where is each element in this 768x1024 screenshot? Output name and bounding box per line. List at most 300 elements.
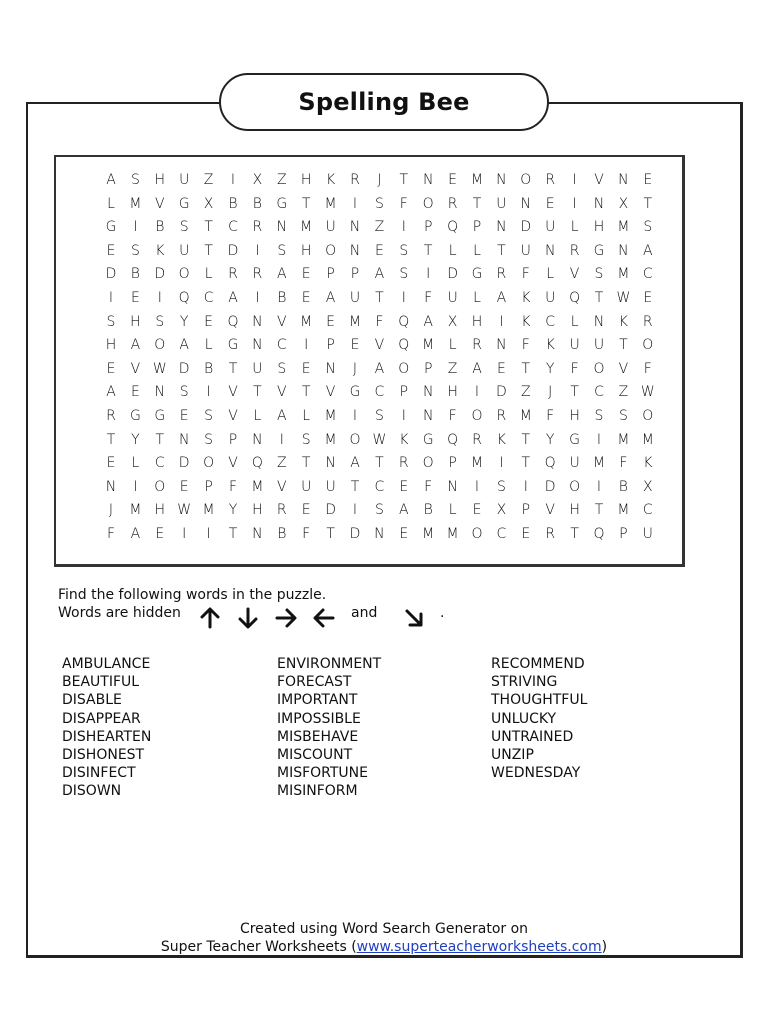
grid-letter: C bbox=[374, 384, 385, 401]
grid-letter: I bbox=[352, 502, 358, 519]
grid-letter: U bbox=[179, 172, 190, 188]
grid-letter: J bbox=[548, 384, 553, 401]
grid-letter: I bbox=[474, 384, 480, 401]
grid-letter: A bbox=[106, 384, 116, 401]
list-item: DISHONEST bbox=[62, 747, 145, 764]
grid-letter: B bbox=[228, 195, 238, 212]
grid-letter: P bbox=[619, 526, 628, 542]
grid-letter: G bbox=[178, 195, 190, 212]
grid-letter: R bbox=[569, 242, 580, 259]
grid-letter: F bbox=[375, 313, 384, 330]
grid-letter: D bbox=[447, 266, 458, 283]
grid-letter: D bbox=[105, 266, 117, 283]
grid-letter: U bbox=[545, 290, 556, 306]
grid-letter: E bbox=[130, 290, 140, 306]
grid-letter: A bbox=[325, 290, 336, 306]
grid-letter: G bbox=[129, 408, 141, 424]
grid-letter: K bbox=[643, 455, 653, 472]
grid-letter: M bbox=[324, 195, 337, 212]
grid-letter: O bbox=[471, 526, 483, 542]
grid-letter: N bbox=[422, 408, 434, 424]
grid-letter: S bbox=[594, 408, 604, 424]
grid-letter: U bbox=[520, 242, 531, 259]
grid-letter: O bbox=[569, 478, 581, 495]
grid-letter: X bbox=[203, 195, 214, 212]
grid-letter: G bbox=[349, 384, 361, 401]
grid-letter: O bbox=[471, 408, 483, 424]
grid-letter: B bbox=[618, 478, 628, 495]
grid-letter: E bbox=[155, 526, 165, 542]
grid-letter: Z bbox=[203, 172, 214, 188]
grid-letter: X bbox=[496, 502, 507, 519]
grid-letter: S bbox=[301, 431, 311, 448]
grid-letter: V bbox=[569, 266, 580, 283]
grid-letter: R bbox=[252, 219, 263, 236]
grid-letter: O bbox=[349, 431, 361, 448]
grid-row bbox=[99, 404, 695, 428]
grid-letter: H bbox=[130, 313, 141, 330]
grid-letter: J bbox=[108, 502, 114, 519]
grid-letter: F bbox=[521, 337, 530, 354]
grid-letter: A bbox=[399, 502, 409, 519]
grid-letter: R bbox=[106, 408, 116, 424]
grid-letter: N bbox=[593, 313, 605, 330]
grid-letter: E bbox=[472, 502, 482, 519]
grid-letter: A bbox=[496, 290, 507, 306]
grid-letter: M bbox=[300, 219, 313, 236]
grid-letter: T bbox=[521, 455, 531, 472]
grid-letter: M bbox=[519, 408, 532, 424]
grid-letter: A bbox=[179, 337, 189, 354]
grid-letter: U bbox=[593, 337, 605, 354]
grid-row bbox=[99, 168, 695, 192]
grid-letter: E bbox=[643, 290, 653, 306]
grid-letter: M bbox=[617, 431, 630, 448]
grid-letter: X bbox=[447, 313, 458, 330]
grid-letter: E bbox=[545, 195, 555, 212]
grid-letter: N bbox=[276, 219, 288, 236]
grid-letter: F bbox=[546, 408, 555, 424]
grid-letter: N bbox=[325, 360, 336, 377]
grid-letter: F bbox=[570, 360, 579, 377]
grid-letter: K bbox=[521, 313, 531, 330]
grid-letter: U bbox=[545, 219, 556, 236]
grid-letter: T bbox=[594, 502, 604, 519]
grid-letter: D bbox=[227, 242, 239, 259]
grid-letter: H bbox=[154, 502, 166, 519]
list-item: MISFORTUNE bbox=[277, 765, 368, 782]
grid-letter: M bbox=[422, 526, 435, 542]
grid-letter: U bbox=[349, 290, 361, 306]
grid-letter: R bbox=[252, 266, 263, 283]
grid-letter: K bbox=[496, 431, 506, 448]
grid-letter: G bbox=[593, 242, 605, 259]
grid-letter: U bbox=[179, 242, 190, 259]
grid-letter: Z bbox=[521, 384, 531, 401]
grid-letter: W bbox=[152, 360, 167, 377]
page-title: Spelling Bee bbox=[298, 88, 470, 116]
footer-attribution bbox=[0, 939, 768, 955]
grid-letter: H bbox=[252, 502, 263, 519]
grid-letter: M bbox=[202, 502, 215, 519]
grid-letter: B bbox=[423, 502, 433, 519]
grid-letter: X bbox=[643, 478, 653, 495]
grid-row bbox=[99, 192, 695, 216]
list-item: IMPORTANT bbox=[277, 692, 358, 709]
grid-letter: E bbox=[326, 313, 336, 330]
grid-letter: S bbox=[399, 266, 409, 283]
word-list-column-2 bbox=[277, 655, 381, 801]
grid-letter: H bbox=[105, 337, 117, 354]
grid-letter: N bbox=[105, 478, 117, 495]
list-item: DISAPPEAR bbox=[62, 710, 141, 727]
grid-letter: N bbox=[422, 384, 434, 401]
grid-letter: N bbox=[349, 242, 361, 259]
grid-letter: Q bbox=[178, 290, 190, 306]
list-item: DISABLE bbox=[62, 692, 122, 709]
list-item: DISOWN bbox=[62, 783, 122, 800]
grid-letter: T bbox=[619, 337, 628, 354]
grid-letter: R bbox=[496, 266, 507, 283]
grid-row bbox=[99, 522, 695, 546]
grid-letter: F bbox=[302, 526, 311, 542]
grid-letter: M bbox=[617, 219, 630, 236]
word-list-column-3 bbox=[491, 655, 587, 782]
grid-letter: U bbox=[325, 478, 336, 495]
grid-letter: O bbox=[203, 455, 215, 472]
grid-letter: E bbox=[179, 408, 189, 424]
grid-letter: I bbox=[474, 478, 480, 495]
grid-letter: S bbox=[618, 408, 628, 424]
grid-letter: Q bbox=[398, 337, 410, 354]
grid-letter: V bbox=[130, 360, 141, 377]
grid-letter: I bbox=[523, 478, 528, 495]
grid-letter: C bbox=[228, 219, 238, 236]
grid-letter: O bbox=[178, 266, 190, 283]
grid-letter: L bbox=[107, 195, 115, 212]
grid-letter: E bbox=[301, 290, 311, 306]
grid-letter: S bbox=[130, 172, 140, 188]
grid-letter: S bbox=[277, 360, 287, 377]
grid-letter: Y bbox=[228, 502, 238, 519]
grid-letter: N bbox=[593, 195, 605, 212]
grid-letter: Y bbox=[545, 360, 555, 377]
grid-letter: I bbox=[133, 219, 138, 236]
grid-letter: N bbox=[544, 242, 556, 259]
grid-letter: G bbox=[471, 266, 483, 283]
grid-letter: U bbox=[447, 290, 458, 306]
list-item: MISCOUNT bbox=[277, 747, 353, 764]
grid-letter: E bbox=[350, 337, 360, 354]
grid-letter: E bbox=[106, 242, 116, 259]
grid-letter: I bbox=[572, 172, 577, 188]
grid-letter: S bbox=[204, 431, 214, 448]
grid-letter: A bbox=[643, 242, 653, 259]
grid-row bbox=[99, 286, 695, 310]
grid-letter: E bbox=[496, 360, 506, 377]
grid-letter: I bbox=[499, 455, 504, 472]
grid-letter: N bbox=[447, 478, 458, 495]
grid-letter: L bbox=[448, 502, 457, 519]
grid-letter: A bbox=[277, 408, 287, 424]
grid-letter: F bbox=[399, 195, 408, 212]
grid-letter: D bbox=[544, 478, 556, 495]
grid-letter: T bbox=[472, 195, 482, 212]
grid-letter: K bbox=[326, 172, 336, 188]
grid-letter: F bbox=[619, 455, 628, 472]
superteacher-link[interactable]: www.superteacherworksheets.com bbox=[356, 939, 602, 955]
grid-letter: S bbox=[179, 384, 189, 401]
grid-letter: Q bbox=[544, 455, 556, 472]
grid-letter: D bbox=[178, 360, 190, 377]
grid-letter: B bbox=[252, 195, 262, 212]
grid-letter: V bbox=[155, 195, 165, 212]
list-item: FORECAST bbox=[277, 674, 352, 691]
grid-letter: A bbox=[472, 360, 482, 377]
footer-suffix: ) bbox=[601, 939, 608, 955]
list-item: UNTRAINED bbox=[491, 728, 574, 745]
grid-letter: A bbox=[423, 313, 433, 330]
grid-letter: Z bbox=[277, 455, 287, 472]
grid-letter: D bbox=[154, 266, 166, 283]
grid-letter: Y bbox=[179, 313, 189, 330]
grid-letter: D bbox=[496, 384, 507, 401]
grid-letter: N bbox=[349, 219, 361, 236]
grid-row bbox=[99, 215, 695, 239]
grid-letter: R bbox=[276, 502, 287, 519]
grid-letter: B bbox=[155, 219, 165, 236]
grid-letter: N bbox=[496, 172, 507, 188]
grid-letter: P bbox=[521, 502, 531, 519]
title-banner bbox=[219, 73, 549, 131]
grid-letter: P bbox=[472, 219, 482, 236]
grid-letter: A bbox=[106, 172, 116, 188]
grid-letter: R bbox=[472, 337, 482, 354]
grid-letter: N bbox=[325, 455, 336, 472]
grid-letter: L bbox=[448, 337, 457, 354]
grid-letter: A bbox=[130, 526, 141, 542]
grid-letter: J bbox=[377, 172, 382, 188]
grid-letter: U bbox=[569, 337, 580, 354]
grid-letter: F bbox=[228, 478, 238, 495]
grid-letter: I bbox=[426, 266, 431, 283]
grid-row bbox=[99, 310, 695, 334]
grid-letter: T bbox=[228, 526, 238, 542]
up-arrow-icon bbox=[198, 606, 222, 630]
grid-letter: T bbox=[521, 360, 531, 377]
grid-letter: P bbox=[423, 360, 433, 377]
grid-letter: L bbox=[131, 455, 140, 472]
grid-letter: I bbox=[279, 431, 284, 448]
footer-prefix: Super Teacher Worksheets ( bbox=[160, 939, 357, 955]
grid-letter: I bbox=[352, 195, 358, 212]
grid-letter: Z bbox=[374, 219, 385, 236]
grid-letter: Y bbox=[131, 431, 140, 448]
grid-letter: M bbox=[470, 172, 484, 188]
list-item: MISINFORM bbox=[277, 783, 358, 800]
grid-letter: I bbox=[157, 290, 162, 306]
grid-letter: M bbox=[592, 455, 606, 472]
grid-letter: O bbox=[154, 337, 166, 354]
grid-letter: T bbox=[204, 242, 213, 259]
grid-letter: S bbox=[179, 219, 189, 236]
grid-letter: T bbox=[570, 384, 579, 401]
grid-letter: G bbox=[154, 408, 166, 424]
grid-letter: S bbox=[594, 266, 604, 283]
right-arrow-icon bbox=[274, 606, 298, 630]
grid-letter: S bbox=[374, 195, 384, 212]
grid-letter: H bbox=[154, 172, 166, 188]
grid-row bbox=[99, 475, 695, 499]
grid-letter: I bbox=[596, 431, 602, 448]
list-item: WEDNESDAY bbox=[491, 765, 581, 782]
grid-letter: T bbox=[594, 290, 604, 306]
grid-letter: V bbox=[374, 337, 385, 354]
grid-letter: O bbox=[154, 478, 166, 495]
grid-letter: P bbox=[448, 455, 457, 472]
grid-letter: G bbox=[227, 337, 239, 354]
grid-letter: N bbox=[252, 526, 263, 542]
grid-row bbox=[99, 498, 695, 522]
grid-letter: C bbox=[594, 384, 604, 401]
grid-letter: S bbox=[643, 219, 653, 236]
grid-letter: E bbox=[204, 313, 214, 330]
grid-letter: K bbox=[545, 337, 555, 354]
list-item: MISBEHAVE bbox=[277, 728, 359, 745]
grid-letter: S bbox=[496, 478, 506, 495]
grid-letter: Q bbox=[227, 313, 239, 330]
grid-letter: O bbox=[642, 337, 654, 354]
grid-letter: T bbox=[155, 431, 165, 448]
grid-letter: E bbox=[448, 172, 458, 188]
grid-letter: K bbox=[618, 313, 628, 330]
grid-letter: O bbox=[593, 360, 605, 377]
grid-letter: Q bbox=[569, 290, 581, 306]
grid-letter: L bbox=[204, 266, 213, 283]
grid-letter: G bbox=[569, 431, 581, 448]
grid-letter: J bbox=[352, 360, 358, 377]
grid-letter: N bbox=[252, 431, 263, 448]
grid-letter: D bbox=[520, 219, 532, 236]
grid-letter: D bbox=[178, 455, 190, 472]
grid-letter: V bbox=[545, 502, 555, 519]
grid-letter: C bbox=[642, 502, 653, 519]
grid-letter: Q bbox=[447, 219, 459, 236]
grid-letter: Q bbox=[398, 313, 410, 330]
grid-row bbox=[99, 380, 695, 404]
grid-letter: L bbox=[570, 219, 579, 236]
grid-letter: F bbox=[521, 266, 530, 283]
grid-letter: I bbox=[401, 290, 406, 306]
list-item: ENVIRONMENT bbox=[277, 656, 382, 672]
grid-letter: I bbox=[572, 195, 577, 212]
grid-letter: T bbox=[301, 195, 311, 212]
grid-letter: R bbox=[472, 431, 482, 448]
grid-letter: D bbox=[349, 526, 361, 542]
grid-letter: T bbox=[521, 431, 531, 448]
grid-letter: N bbox=[496, 219, 507, 236]
grid-letter: B bbox=[204, 360, 214, 377]
grid-letter: H bbox=[300, 242, 312, 259]
grid-letter: T bbox=[375, 455, 384, 472]
grid-letter: H bbox=[593, 219, 605, 236]
grid-letter: L bbox=[570, 313, 579, 330]
down-arrow-icon bbox=[236, 606, 260, 630]
grid-letter: E bbox=[399, 478, 409, 495]
grid-letter: M bbox=[251, 478, 264, 495]
grid-letter: R bbox=[228, 266, 238, 283]
list-item: UNLUCKY bbox=[491, 710, 557, 727]
grid-letter: T bbox=[350, 478, 360, 495]
grid-letter: E bbox=[399, 526, 409, 542]
grid-letter: S bbox=[106, 313, 116, 330]
grid-letter: U bbox=[301, 478, 312, 495]
grid-letter: G bbox=[276, 195, 288, 212]
grid-letter: R bbox=[545, 172, 556, 188]
grid-letter: X bbox=[618, 195, 629, 212]
grid-letter: E bbox=[106, 455, 116, 472]
footer-credit: Created using Word Search Generator on bbox=[239, 921, 529, 937]
grid-letter: Z bbox=[277, 172, 287, 188]
grid-letter: E bbox=[106, 360, 116, 377]
grid-letter: M bbox=[324, 431, 337, 448]
grid-letter: I bbox=[401, 408, 406, 424]
grid-letter: F bbox=[448, 408, 457, 424]
grid-letter: K bbox=[155, 242, 165, 259]
grid-letter: B bbox=[130, 266, 140, 283]
grid-letter: V bbox=[228, 455, 238, 472]
grid-letter: I bbox=[304, 337, 309, 354]
grid-letter: R bbox=[642, 313, 653, 330]
grid-letter: T bbox=[399, 172, 409, 188]
grid-letter: I bbox=[206, 384, 211, 401]
grid-letter: U bbox=[642, 526, 653, 542]
grid-letter: C bbox=[496, 526, 507, 542]
grid-letter: E bbox=[301, 360, 311, 377]
grid-letter: X bbox=[252, 172, 263, 188]
grid-letter: N bbox=[154, 384, 166, 401]
grid-letter: P bbox=[423, 219, 433, 236]
grid-letter: E bbox=[130, 384, 140, 401]
grid-letter: M bbox=[617, 266, 630, 283]
grid-letter: A bbox=[277, 266, 287, 283]
instructions-line-1: Find the following words in the puzzle. bbox=[58, 587, 327, 603]
list-item: BEAUTIFUL bbox=[62, 674, 140, 691]
grid-letter: H bbox=[447, 384, 458, 401]
list-item: UNZIP bbox=[491, 747, 534, 764]
grid-letter: P bbox=[326, 266, 335, 283]
grid-letter: I bbox=[133, 478, 138, 495]
grid-letter: Q bbox=[593, 526, 605, 542]
grid-letter: S bbox=[155, 313, 165, 330]
grid-letter: A bbox=[350, 455, 360, 472]
list-item: RECOMMEND bbox=[491, 656, 585, 672]
grid-letter: F bbox=[106, 526, 116, 542]
grid-letter: F bbox=[424, 478, 433, 495]
grid-row bbox=[99, 333, 695, 357]
grid-letter: U bbox=[569, 455, 580, 472]
grid-letter: K bbox=[521, 290, 531, 306]
grid-letter: B bbox=[277, 290, 287, 306]
grid-letter: I bbox=[255, 290, 260, 306]
grid-letter: E bbox=[301, 266, 311, 283]
grid-letter: R bbox=[447, 195, 458, 212]
grid-letter: I bbox=[182, 526, 187, 542]
grid-letter: D bbox=[325, 502, 336, 519]
down-right-arrow-icon bbox=[402, 606, 426, 630]
grid-row bbox=[99, 239, 695, 263]
list-item: DISHEARTEN bbox=[62, 728, 152, 745]
